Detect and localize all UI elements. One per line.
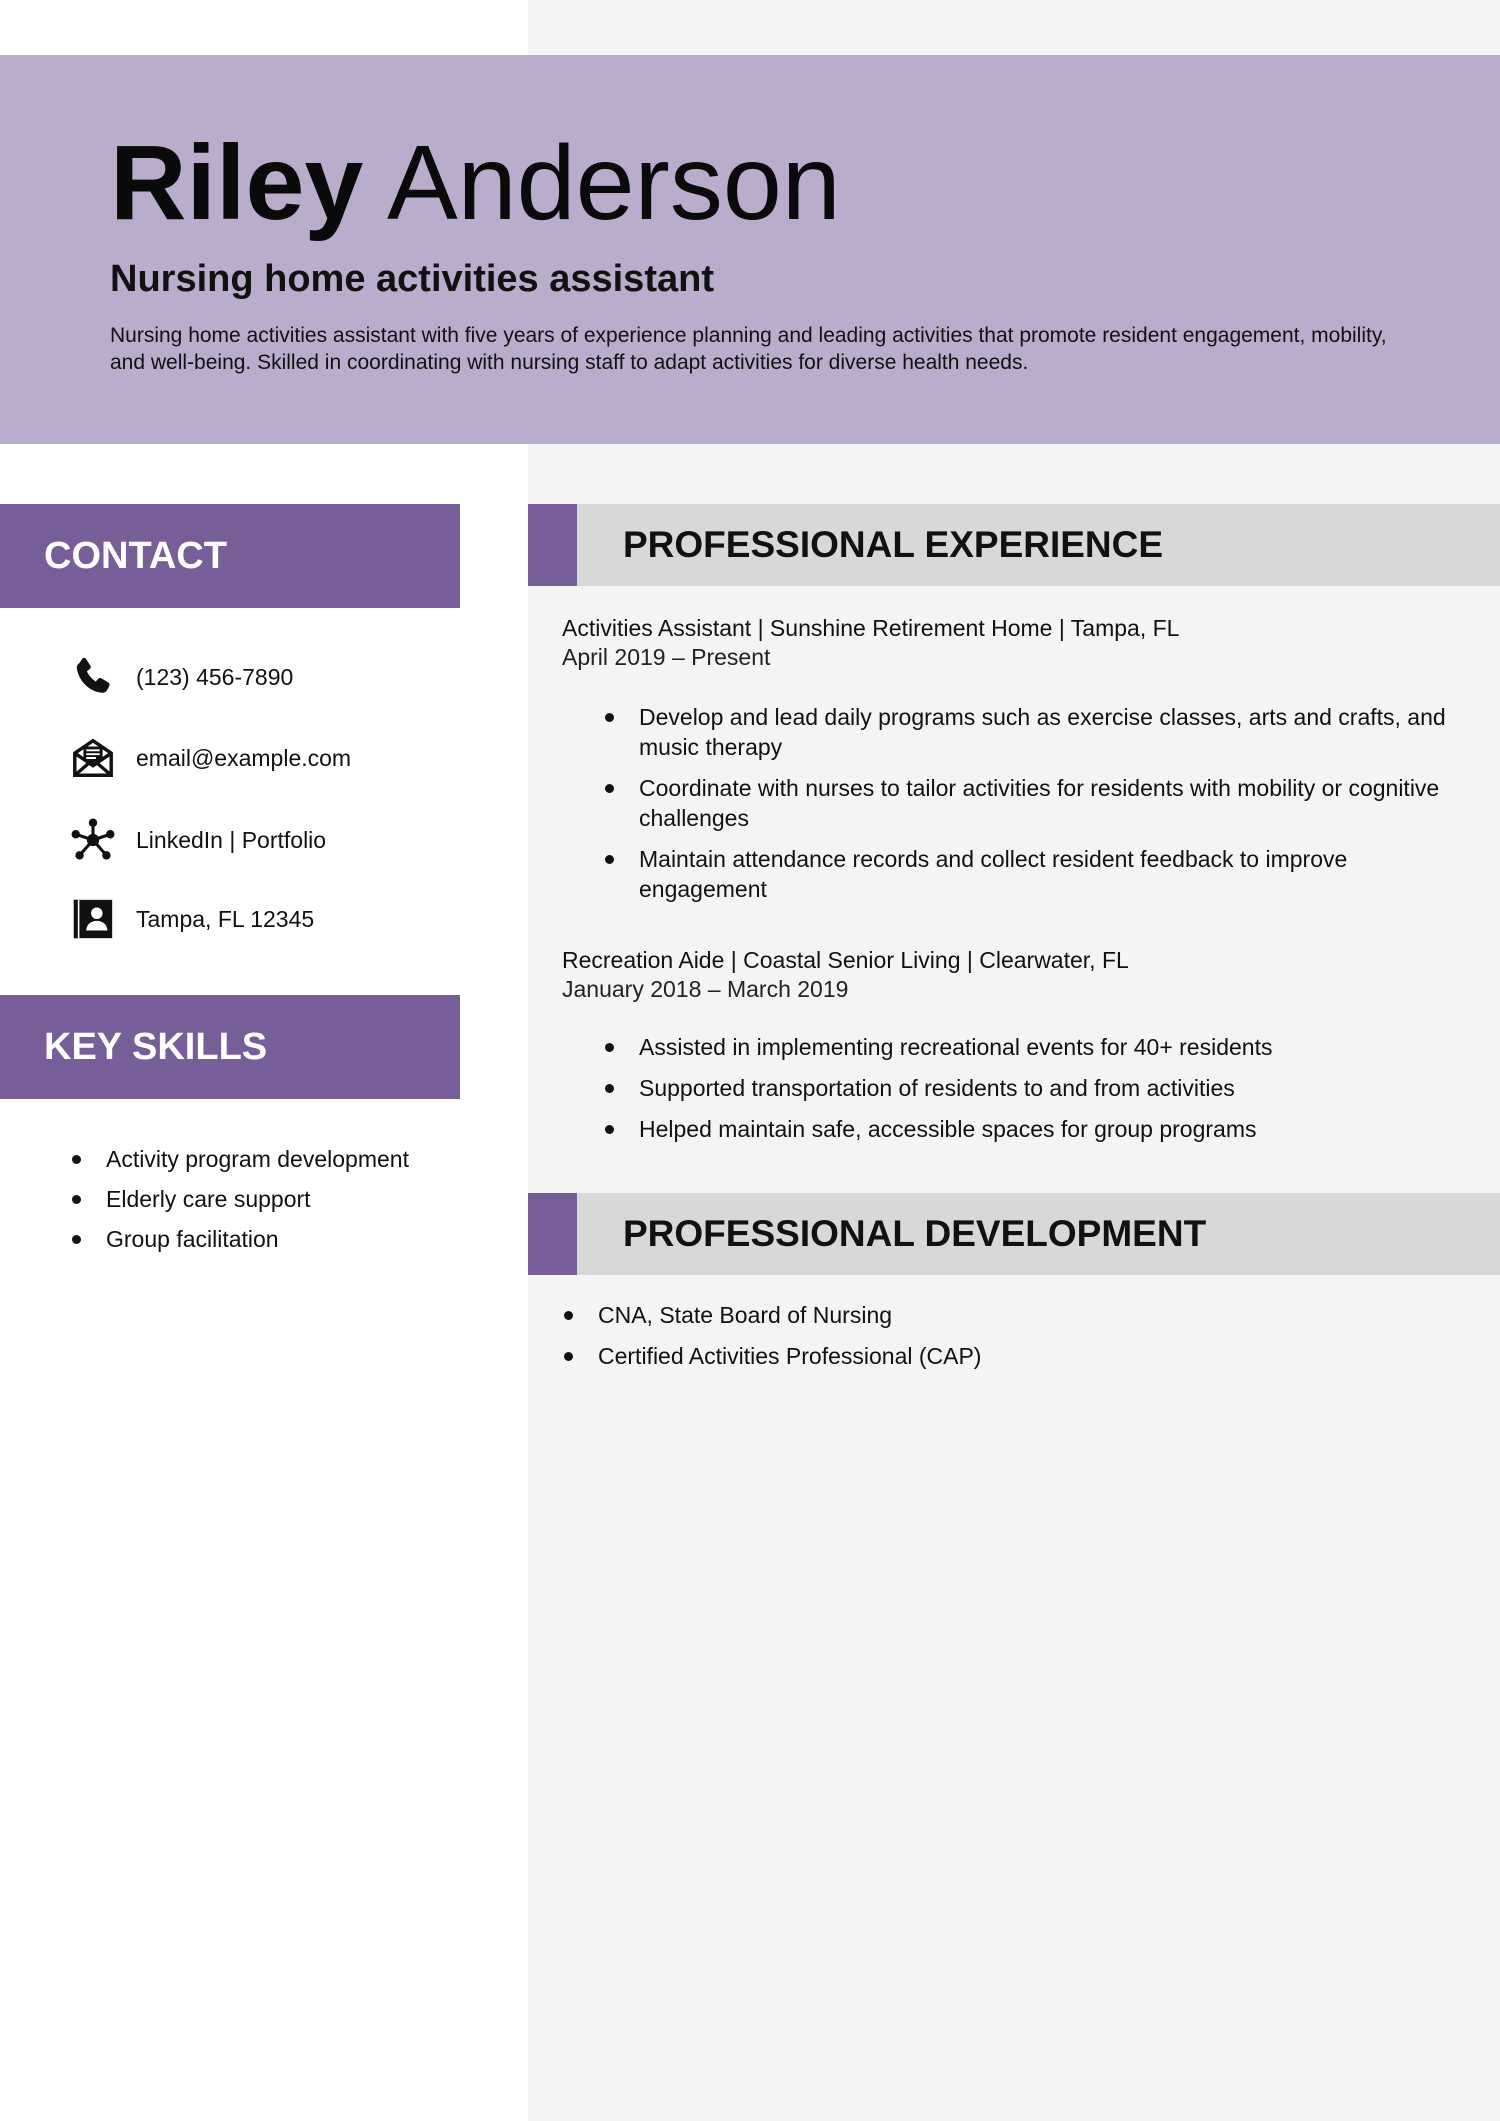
- key-skills-heading: KEY SKILLS: [0, 995, 460, 1099]
- heading-accent: [528, 504, 577, 586]
- postal-address: Tampa, FL 12345: [136, 905, 315, 932]
- address-book-icon: [68, 894, 118, 944]
- job-bullet: Develop and lead daily programs such as exercise classes, arts and crafts, and music therapy: [601, 702, 1471, 762]
- heading-accent: [528, 1193, 577, 1275]
- certification-item: CNA, State Board of Nursing: [560, 1300, 1460, 1330]
- contact-email: [68, 733, 351, 783]
- network-icon: [68, 815, 118, 865]
- job-bullets: [601, 1032, 1471, 1155]
- header-banner: [0, 55, 1500, 444]
- profile-summary: Nursing home activities assistant with five years of experience planning and leading activities that promote resident engagement, mobility, and well-being. Skilled in coordinating with nursing staff to adapt activities for diverse health needs.: [110, 324, 1387, 374]
- job-dates: April 2019 – Present: [562, 644, 771, 670]
- job-headline: Nursing home activities assistant: [110, 258, 714, 300]
- job-bullet: Helped maintain safe, accessible spaces for group programs: [601, 1114, 1471, 1144]
- email-address[interactable]: email@example.com: [136, 744, 352, 771]
- development-list: [560, 1300, 1460, 1371]
- contact-phone: [68, 652, 293, 702]
- job-bullets: [601, 702, 1471, 915]
- candidate-name: [110, 118, 841, 248]
- contact-heading: CONTACT: [0, 504, 460, 608]
- skill-item: Elderly care support: [68, 1184, 508, 1214]
- job-title: Activities Assistant | Sunshine Retirement Home | Tampa, FL: [562, 615, 1180, 641]
- skill-item: Group facilitation: [68, 1224, 508, 1254]
- development-heading: PROFESSIONAL DEVELOPMENT: [623, 1213, 1207, 1254]
- certification-item: Certified Activities Professional (CAP): [560, 1341, 1460, 1371]
- job-bullet: Supported transportation of residents to and from activities: [601, 1073, 1471, 1103]
- contact-links: [68, 815, 326, 865]
- job-bullet: Coordinate with nurses to tailor activities for residents with mobility or cognitive challenges: [601, 773, 1471, 833]
- experience-heading: PROFESSIONAL EXPERIENCE: [623, 524, 1164, 565]
- last-name: Anderson: [386, 124, 841, 242]
- key-skills-list: [68, 1144, 508, 1254]
- job-title: Recreation Aide | Coastal Senior Living | Clearwater, FL: [562, 947, 1129, 973]
- first-name: Riley: [110, 124, 364, 242]
- skill-item: Activity program development: [68, 1144, 508, 1174]
- contact-address: [68, 894, 314, 944]
- development-heading-bar: [528, 1193, 1500, 1275]
- profile-links[interactable]: LinkedIn | Portfolio: [136, 826, 327, 853]
- phone-icon: [68, 652, 118, 702]
- job-bullet: Maintain attendance records and collect resident feedback to improve engagement: [601, 844, 1471, 904]
- phone-number: (123) 456-7890: [136, 663, 294, 690]
- job-dates: January 2018 – March 2019: [562, 976, 849, 1002]
- experience-heading-bar: [528, 504, 1500, 586]
- job-bullet: Assisted in implementing recreational events for 40+ residents: [601, 1032, 1471, 1062]
- email-icon: [68, 733, 118, 783]
